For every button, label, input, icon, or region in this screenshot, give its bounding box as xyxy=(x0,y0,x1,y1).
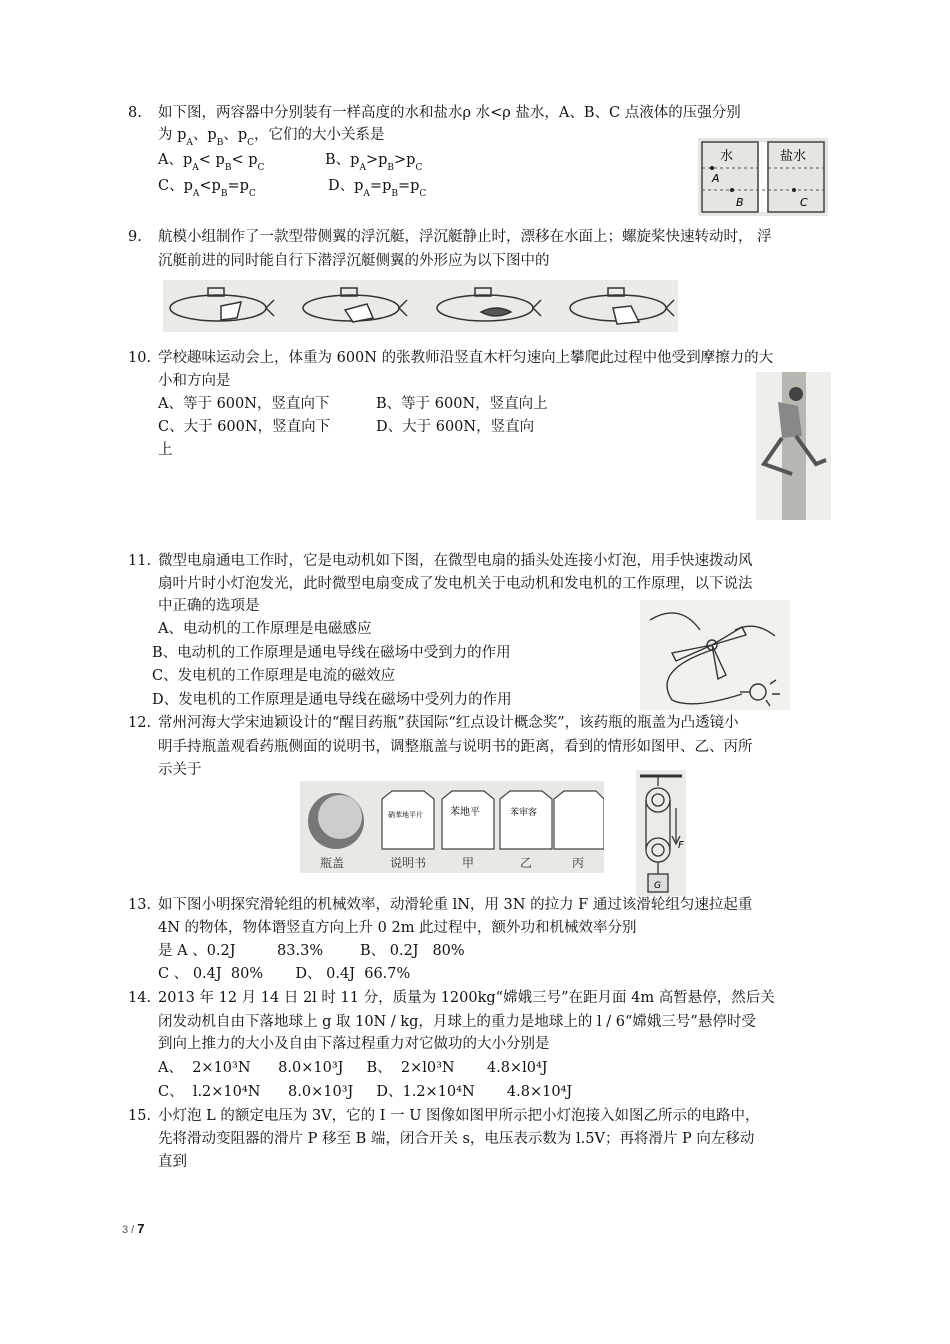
question-number: 14. xyxy=(128,990,152,1006)
question-text: 如下图小明探究滑轮组的机械效率，动滑轮重 lN，用 3N 的拉力 F 通过该滑轮组匀速拉起重 xyxy=(158,897,753,913)
caption-bing: 丙 xyxy=(572,856,585,870)
question-text: 小和方向是 xyxy=(158,373,231,389)
options-cd: C 、 0.4J 80% D、 0.4J 66.7% xyxy=(158,966,411,982)
question-text: 常州河海大学宋迪颖设计的“醒目药瓶”获国际“红点设计概念奖”，该药瓶的瓶盖为凸透镜小 xyxy=(158,715,739,731)
svg-text:F: F xyxy=(678,840,684,851)
question-text: 中正确的选项是 xyxy=(158,598,260,614)
question-text: 闭发动机自由下落地球上 g 取 10N / kg，月球上的重力是地球上的 l / 6“嫦娥三号”悬停时受 xyxy=(158,1014,756,1030)
question-number: 10. xyxy=(128,350,152,366)
question-number: 8. xyxy=(128,105,142,121)
brine-label: 盐水 xyxy=(780,149,807,164)
page-number: 3 / 7 xyxy=(122,1221,145,1236)
svg-text:苯地平: 苯地平 xyxy=(450,807,480,818)
question-text: 明手持瓶盖观看药瓶侧面的说明书，调整瓶盖与说明书的距离，看到的情形如图甲、乙、丙所 xyxy=(158,739,753,755)
pole-climber-figure xyxy=(756,372,831,520)
options-cd: C、 l.2×10⁴N 8.0×10³J D、1.2×10⁴N 4.8×10⁴J xyxy=(158,1084,573,1100)
svg-text:B: B xyxy=(736,196,744,209)
question-text: 小灯泡 L 的额定电压为 3V，它的 I 一 U 图像如图甲所示把小灯泡接入如图乙所示的电路中， xyxy=(158,1108,760,1124)
option-c: C、发电机的工作原理是电流的磁效应 xyxy=(152,668,396,684)
question-text: 沉艇前进的同时能自行下潜浮沉艇侧翼的外形应为以下图中的 xyxy=(158,253,550,269)
option-d-continued: 上 xyxy=(158,442,173,458)
caption-cap: 瓶盖 xyxy=(320,856,345,870)
options-ab: 是 A 、0.2J 83.3% B、 0.2J 80% xyxy=(158,943,465,959)
option-b: B、$p_A>p_B>p_C$ xyxy=(325,152,423,173)
option-d: D、$p_A=p_B=p_C$ xyxy=(328,178,427,199)
question-text: 航模小组制作了一款型带侧翼的浮沉艇，浮沉艇静止时，漂移在水面上；螺旋桨快速转动时， 浮 xyxy=(158,229,772,245)
question-number: 11. xyxy=(128,553,152,569)
svg-text:硝苯地平片: 硝苯地平片 xyxy=(388,811,423,819)
option-c: C、大于 600N，竖直向下 xyxy=(158,419,331,435)
question-text: 先将滑动变阻器的滑片 P 移至 B 端，闭合开关 s，电压表示数为 l.5V；再将滑片 P 向左移动 xyxy=(158,1131,755,1147)
fan-lamp-figure xyxy=(640,600,790,710)
option-b: B、等于 600N，竖直向上 xyxy=(376,396,548,412)
svg-text:苯审客: 苯审客 xyxy=(510,808,538,818)
option-d: D、大于 600N，竖直向 xyxy=(376,419,535,435)
question-text: 到向上推力的大小及自由下落过程重力对它做功的大小分别是 xyxy=(158,1036,550,1052)
caption-jia: 甲 xyxy=(462,856,475,870)
question-text: 直到 xyxy=(158,1154,187,1170)
medicine-bottle-figure xyxy=(300,781,604,873)
question-number: 13. xyxy=(128,897,152,913)
question-text: 4N 的物体，物体谮竖直方向上升 0 2m 此过程中，额外功和机械效率分别 xyxy=(158,920,637,936)
water-label: 水 xyxy=(720,149,734,164)
option-d: D、发电机的工作原理是通电导线在磁场中受列力的作用 xyxy=(152,692,512,708)
question-number: 15. xyxy=(128,1108,152,1124)
question-number: 9. xyxy=(128,229,142,245)
options-ab: A、 2×10³N 8.0×10³J B、 2×l0³N 4.8×l0⁴J xyxy=(158,1060,548,1076)
question-text: 扇叶片时小灯泡发光，此时微型电扇变成了发电机关于电动机和发电机的工作原理，以下说法 xyxy=(158,576,753,592)
question-text: 示关于 xyxy=(158,762,202,778)
option-c: C、$p_A<p_B=p_C$ xyxy=(158,178,256,199)
question-text: 微型电扇通电工作时，它是电动机如下图，在微型电扇的插头处连接小灯泡，用手快速拨动风 xyxy=(158,553,753,569)
submarines-figure xyxy=(163,280,678,332)
containers-figure xyxy=(698,138,828,216)
option-a: A、等于 600N，竖直向下 xyxy=(158,396,330,412)
option-a: A、电动机的工作原理是电磁感应 xyxy=(158,621,372,637)
caption-manual: 说明书 xyxy=(390,856,427,870)
question-number: 12. xyxy=(128,715,152,731)
option-a: A、$p_A< p_B< p_C$ xyxy=(158,152,265,173)
svg-text:A: A xyxy=(712,172,720,185)
question-text: 为 $p_A$、$p_B$、$p_C$，它们的大小关系是 xyxy=(158,127,385,148)
svg-text:G: G xyxy=(654,881,661,891)
question-text: 学校趣味运动会上，体重为 600N 的张教师沿竖直木杆匀速向上攀爬此过程中他受到摩擦力的大 xyxy=(158,350,774,366)
option-b: B、电动机的工作原理是通电导线在磁场中受到力的作用 xyxy=(152,645,511,661)
question-text: 如下图，两容器中分别装有一样高度的水和盐水ρ 水<ρ 盐水，A、B、C 点液体的压强分别 xyxy=(158,105,741,121)
caption-yi: 乙 xyxy=(520,856,533,870)
svg-text:C: C xyxy=(800,196,808,209)
question-text: 2013 年 12 月 14 日 2l 时 11 分，质量为 1200kg“嫦娥三号”在距月面 4m 高暂悬停，然后关 xyxy=(158,990,775,1006)
pulley-figure xyxy=(636,770,686,896)
